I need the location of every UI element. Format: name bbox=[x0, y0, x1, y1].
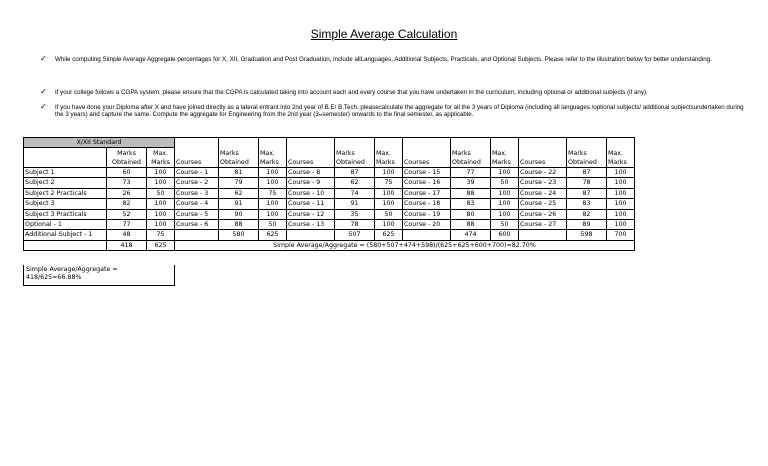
course-label: Course - 11 bbox=[287, 199, 335, 209]
course-max: 100 bbox=[607, 220, 635, 230]
marks-obtained-header: Marks Obtained bbox=[107, 148, 147, 168]
course-label: Course - 16 bbox=[403, 178, 451, 188]
subject-max: 100 bbox=[147, 209, 175, 219]
subject-total-max: 625 bbox=[147, 240, 175, 250]
max-marks-header: Max. Marks bbox=[491, 138, 519, 168]
totals-row bbox=[24, 240, 635, 250]
course-max: 50 bbox=[375, 209, 403, 219]
subject-marks: 73 bbox=[107, 178, 147, 188]
subject-max: 100 bbox=[147, 220, 175, 230]
course-marks: 90 bbox=[219, 209, 259, 219]
std-header: X/XII Standard bbox=[24, 138, 175, 148]
subject-marks: 82 bbox=[107, 199, 147, 209]
subject-marks: 60 bbox=[107, 168, 147, 178]
subject-label: Optional - 1 bbox=[24, 220, 107, 230]
course-label: Course - 17 bbox=[403, 188, 451, 198]
subject-marks: 48 bbox=[107, 230, 147, 240]
aggregate-table bbox=[23, 137, 635, 251]
bullet-item bbox=[40, 89, 745, 96]
course-max: 50 bbox=[259, 220, 287, 230]
course-max: 100 bbox=[375, 220, 403, 230]
bullet-item bbox=[40, 104, 745, 119]
course-label: Course - 22 bbox=[519, 168, 567, 178]
course-max: 100 bbox=[607, 188, 635, 198]
course-max: 100 bbox=[375, 168, 403, 178]
course-marks: 83 bbox=[451, 199, 491, 209]
subject-marks: 52 bbox=[107, 209, 147, 219]
page-title: Simple Average Calculation bbox=[310, 27, 458, 41]
course-marks: 87 bbox=[567, 168, 607, 178]
course-label: Course - 23 bbox=[519, 178, 567, 188]
table-row bbox=[24, 209, 635, 219]
course-label: Course - 6 bbox=[175, 220, 219, 230]
max-marks-header: Max. Marks bbox=[259, 138, 287, 168]
blank-cell bbox=[24, 240, 107, 250]
course-marks: 507 bbox=[335, 230, 375, 240]
course-label bbox=[175, 230, 219, 240]
course-marks: 87 bbox=[335, 168, 375, 178]
course-max: 100 bbox=[491, 168, 519, 178]
max-marks-header: Max. Marks bbox=[607, 138, 635, 168]
course-max: 100 bbox=[607, 178, 635, 188]
course-max: 50 bbox=[491, 220, 519, 230]
course-label: Course - 4 bbox=[175, 199, 219, 209]
course-label: Course - 27 bbox=[519, 220, 567, 230]
course-marks: 74 bbox=[335, 188, 375, 198]
course-max: 625 bbox=[375, 230, 403, 240]
course-marks: 77 bbox=[451, 168, 491, 178]
course-label bbox=[287, 230, 335, 240]
course-label: Course - 13 bbox=[287, 220, 335, 230]
course-label: Course - 15 bbox=[403, 168, 451, 178]
course-max: 100 bbox=[491, 209, 519, 219]
std-formula-line2: 418/625=66.88% bbox=[26, 274, 82, 281]
check-icon: ✓ bbox=[40, 102, 47, 111]
course-max: 600 bbox=[491, 230, 519, 240]
marks-obtained-header: Marks Obtained bbox=[219, 138, 259, 168]
courses-header: Courses bbox=[403, 138, 451, 168]
subject-max: 75 bbox=[147, 230, 175, 240]
subject-max: 100 bbox=[147, 178, 175, 188]
course-marks: 89 bbox=[567, 220, 607, 230]
course-max: 100 bbox=[259, 199, 287, 209]
course-max: 100 bbox=[607, 209, 635, 219]
subject-marks: 77 bbox=[107, 220, 147, 230]
subject-total-marks: 418 bbox=[107, 240, 147, 250]
course-marks: 88 bbox=[451, 220, 491, 230]
std-aggregate-note bbox=[23, 265, 175, 286]
course-marks: 598 bbox=[567, 230, 607, 240]
bullet-text: If your college follows a CGPA system, please ensure that the CGPA is calculated taking into account each and every course that you have undertaken in the curriculum, including optional or additional subjects (if any). bbox=[55, 89, 648, 96]
course-label: Course - 20 bbox=[403, 220, 451, 230]
course-max: 100 bbox=[259, 168, 287, 178]
subject-label: Subject 3 Practicals bbox=[24, 209, 107, 219]
bullet-text: If you have done your Diploma after X and have joined directly as a lateral entrant into 2nd year of B.E/ B.Tech. pleasecalculate the aggregate for all the 3 years of Diploma (including all languages /optional subjects/ additional subjectsundertaken during the 3 years) and capture the same. Compute the aggregate for Engineering from the 2nd year (3rdsemester) onwards to the final semester, as applicable. bbox=[55, 104, 744, 119]
course-marks: 39 bbox=[451, 178, 491, 188]
marks-obtained-header: Marks Obtained bbox=[335, 138, 375, 168]
course-label: Course - 1 bbox=[175, 168, 219, 178]
course-max: 100 bbox=[259, 178, 287, 188]
table-row bbox=[24, 220, 635, 230]
course-label: Course - 24 bbox=[519, 188, 567, 198]
course-marks: 88 bbox=[219, 220, 259, 230]
course-marks: 81 bbox=[219, 168, 259, 178]
check-icon: ✓ bbox=[40, 54, 47, 63]
course-max: 100 bbox=[375, 199, 403, 209]
course-label bbox=[403, 230, 451, 240]
course-label bbox=[519, 230, 567, 240]
check-icon: ✓ bbox=[40, 87, 47, 96]
engineering-aggregate-formula: Simple Average/Aggregate = (580+507+474+598)/(625+625+600+700)=82.70% bbox=[175, 240, 635, 250]
bullet-item bbox=[40, 56, 745, 63]
subject-label: Subject 2 Practicals bbox=[24, 188, 107, 198]
subject-marks: 26 bbox=[107, 188, 147, 198]
subject-label: Subject 1 bbox=[24, 168, 107, 178]
std-formula-line1: Simple Average/Aggregate = bbox=[26, 266, 118, 273]
course-label: Course - 10 bbox=[287, 188, 335, 198]
course-label: Course - 3 bbox=[175, 188, 219, 198]
course-marks: 83 bbox=[567, 199, 607, 209]
max-marks-header: Max. Marks bbox=[147, 148, 175, 168]
course-max: 625 bbox=[259, 230, 287, 240]
course-label: Course - 12 bbox=[287, 209, 335, 219]
subject-label: Subject 3 bbox=[24, 199, 107, 209]
table-header-row bbox=[24, 138, 635, 148]
subject-label: Subject 2 bbox=[24, 178, 107, 188]
course-marks: 88 bbox=[451, 188, 491, 198]
course-marks: 82 bbox=[567, 209, 607, 219]
courses-header: Courses bbox=[287, 138, 335, 168]
course-marks: 80 bbox=[451, 209, 491, 219]
course-marks: 35 bbox=[335, 209, 375, 219]
course-label: Course - 9 bbox=[287, 178, 335, 188]
course-marks: 62 bbox=[335, 178, 375, 188]
course-label: Course - 18 bbox=[403, 199, 451, 209]
course-max: 100 bbox=[491, 188, 519, 198]
course-marks: 78 bbox=[567, 178, 607, 188]
table-row bbox=[24, 168, 635, 178]
course-marks: 87 bbox=[567, 188, 607, 198]
table-row bbox=[24, 199, 635, 209]
course-max: 75 bbox=[259, 188, 287, 198]
course-label: Course - 8 bbox=[287, 168, 335, 178]
table-row bbox=[24, 178, 635, 188]
course-max: 100 bbox=[375, 188, 403, 198]
blank-cell bbox=[24, 148, 107, 168]
table-row bbox=[24, 188, 635, 198]
course-label: Course - 5 bbox=[175, 209, 219, 219]
courses-header: Courses bbox=[175, 138, 219, 168]
course-label: Course - 2 bbox=[175, 178, 219, 188]
course-max: 700 bbox=[607, 230, 635, 240]
course-max: 100 bbox=[491, 199, 519, 209]
course-marks: 78 bbox=[335, 220, 375, 230]
course-marks: 474 bbox=[451, 230, 491, 240]
marks-obtained-header: Marks Obtained bbox=[567, 138, 607, 168]
course-label: Course - 19 bbox=[403, 209, 451, 219]
course-marks: 91 bbox=[335, 199, 375, 209]
course-label: Course - 25 bbox=[519, 199, 567, 209]
course-marks: 91 bbox=[219, 199, 259, 209]
bullet-text: While computing Simple Average Aggregate percentages for X, XII, Graduation and Post Graduation, include allLanguages, Additional Subjects, Practicals, and Optional Subjects. Please refer to the illustration below for better understanding. bbox=[55, 56, 712, 63]
course-marks: 62 bbox=[219, 188, 259, 198]
subject-label: Additional Subject - 1 bbox=[24, 230, 107, 240]
course-max: 100 bbox=[607, 199, 635, 209]
table-row bbox=[24, 230, 635, 240]
marks-obtained-header: Marks Obtained bbox=[451, 138, 491, 168]
course-max: 50 bbox=[491, 178, 519, 188]
course-marks: 79 bbox=[219, 178, 259, 188]
subject-max: 50 bbox=[147, 188, 175, 198]
course-max: 75 bbox=[375, 178, 403, 188]
course-marks: 580 bbox=[219, 230, 259, 240]
subject-max: 100 bbox=[147, 199, 175, 209]
max-marks-header: Max. Marks bbox=[375, 138, 403, 168]
course-max: 100 bbox=[259, 209, 287, 219]
course-max: 100 bbox=[607, 168, 635, 178]
course-label: Course - 26 bbox=[519, 209, 567, 219]
subject-max: 100 bbox=[147, 168, 175, 178]
courses-header: Courses bbox=[519, 138, 567, 168]
